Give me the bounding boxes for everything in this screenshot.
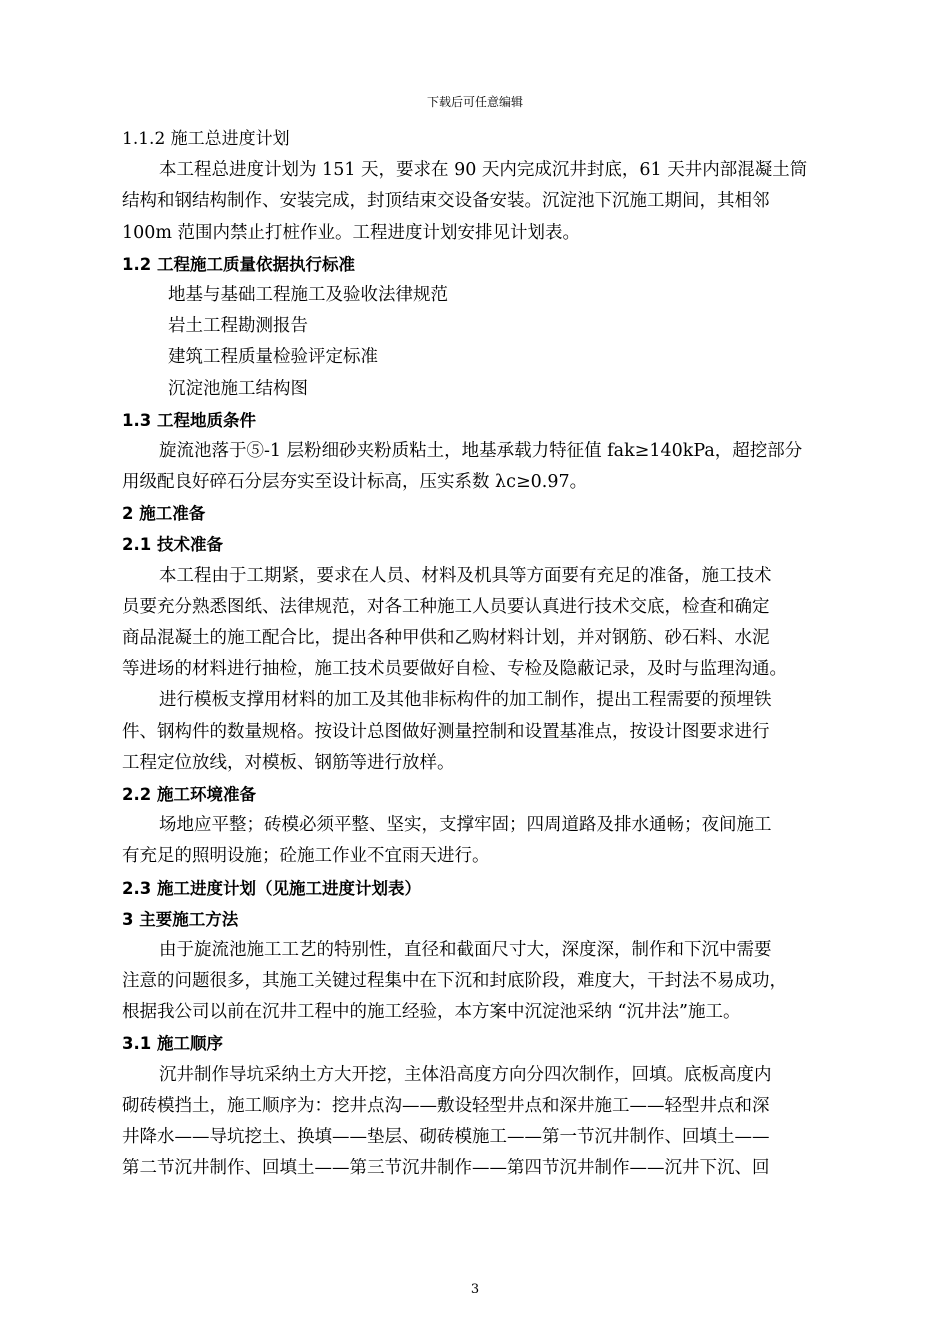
page-number: 3 [470,1282,480,1297]
text-line: 场地应平整；砖模必须平整、坚实，支撑牢固；四周道路及排水通畅；夜间施工 [159,815,772,836]
text-line: 本工程总进度计划为 151 天，要求在 90 天内完成沉井封底，61 天井内部混凝土筒 [159,160,808,181]
text-line: 100m 范围内禁止打桩作业。工程进度计划安排见计划表。 [122,222,581,243]
text-line: 等进场的材料进行抽检，施工技术员要做好自检、专检及隐蔽记录，及时与监理沟通。 [122,659,787,680]
text-line: 第二节沉井制作、回填土——第三节沉井制作——第四节沉井制作——沉井下沉、回 [122,1158,770,1179]
section-heading: 3 主要施工方法 [122,909,239,929]
text-line: 建筑工程质量检验评定标准 [168,347,378,368]
text-line: 由于旋流池施工工艺的特别性，直径和截面尺寸大，深度深，制作和下沉中需要 [159,939,772,960]
text-line: 件、钢构件的数量规格。按设计总图做好测量控制和设置基准点，按设计图要求进行 [122,721,770,742]
text-line: 用级配良好碎石分层夯实至设计标高，压实系数 λc≥0.97。 [122,472,588,493]
text-line: 地基与基础工程施工及验收法律规范 [168,284,448,305]
text-line: 员要充分熟悉图纸、法律规范，对各工种施工人员要认真进行技术交底，检查和确定 [122,596,770,617]
text-line: 旋流池落于⑤-1 层粉细砂夹粉质粘土，地基承载力特征值 fak≥140kPa，超挖部分 [159,440,803,461]
text-line: 本工程由于工期紧，要求在人员、材料及机具等方面要有充足的准备，施工技术 [159,565,772,586]
text-line: 井降水——导坑挖土、换填——垫层、砌砖模施工——第一节沉井制作、回填土—— [122,1127,770,1147]
text-line: 进行模板支撑用材料的加工及其他非标构件的加工制作，提出工程需要的预埋铁 [159,690,772,711]
section-heading: 3.1 施工顺序 [122,1034,223,1054]
section-heading: 2.1 技术准备 [122,535,223,555]
text-line: 岩土工程勘测报告 [168,316,308,337]
text-line: 砌砖模挡土，施工顺序为：挖井点沟——敷设轻型井点和深井施工——轻型井点和深 [122,1095,770,1116]
section-heading: 2.2 施工环境准备 [122,784,256,804]
section-heading: 1.2 工程施工质量依据执行标准 [122,254,355,274]
text-line: 注意的问题很多，其施工关键过程集中在下沉和封底阶段，难度大，干封法不易成功， [122,971,787,992]
text-line: 结构和钢结构制作、安装完成，封顶结束交设备安装。沉淀池下沉施工期间，其相邻 [122,191,770,212]
document-body [122,124,842,1184]
text-line: 工程定位放线，对模板、钢筋等进行放样。 [122,752,455,773]
page-header: 下载后可任意编辑 [426,95,523,109]
text-line: 商品混凝土的施工配合比，提出各种甲供和乙购材料计划，并对钢筋、砂石料、水泥 [122,628,770,648]
text-line: 1.1.2 施工总进度计划 [122,129,290,149]
section-heading: 2 施工准备 [122,504,206,524]
section-heading: 2.3 施工进度计划（见施工进度计划表） [122,878,421,898]
text-line: 沉井制作导坑采纳土方大开挖，主体沿高度方向分四次制作，回填。底板高度内 [159,1064,772,1085]
section-heading: 1.3 工程地质条件 [122,410,256,430]
text-line: 沉淀池施工结构图 [168,378,308,399]
text-line: 有充足的照明设施；砼施工作业不宜雨天进行。 [122,846,490,867]
text-line: 根据我公司以前在沉井工程中的施工经验，本方案中沉淀池采纳 “沉井法”施工。 [122,1002,741,1023]
